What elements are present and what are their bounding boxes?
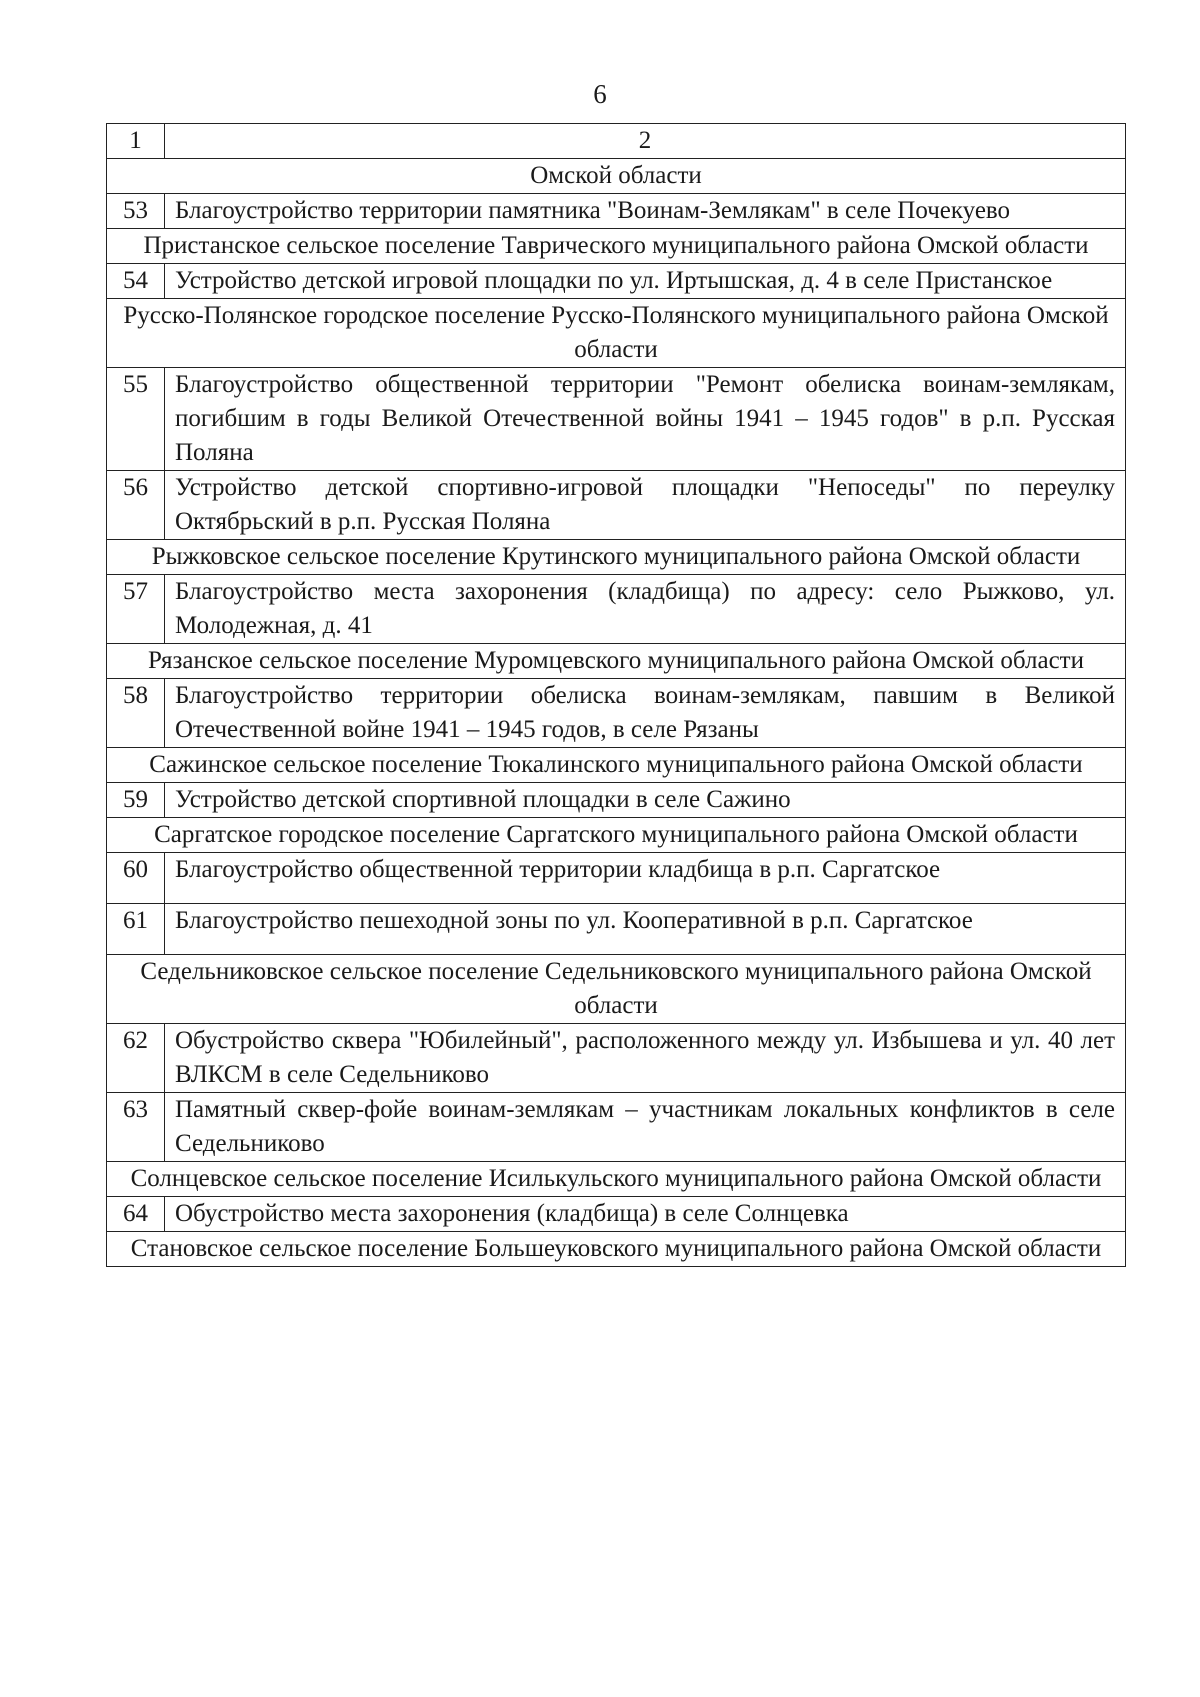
row-number: 60 [107, 853, 165, 904]
section-row [107, 1232, 1126, 1267]
section-heading: Пристанское сельское поселение Таврического муниципального района Омской области [107, 229, 1126, 264]
section-row [107, 1162, 1126, 1197]
section-heading: Русско-Полянское городское поселение Русско-Полянского муниципального района Омской области [107, 299, 1126, 368]
section-row [107, 644, 1126, 679]
row-number: 63 [107, 1093, 165, 1162]
row-description: Памятный сквер-фойе воинам-землякам – участникам локальных конфликтов в селе Седельниково [165, 1093, 1126, 1162]
row-number: 64 [107, 1197, 165, 1232]
table-row [107, 1093, 1126, 1162]
table-row [107, 853, 1126, 904]
objects-table [106, 123, 1126, 1267]
table-row [107, 904, 1126, 955]
table-row [107, 783, 1126, 818]
section-heading: Рыжковское сельское поселение Крутинского муниципального района Омской области [107, 540, 1126, 575]
section-row [107, 159, 1126, 194]
table-header-row [107, 124, 1126, 159]
section-heading: Становское сельское поселение Большеуковского муниципального района Омской области [107, 1232, 1126, 1267]
row-description: Устройство детской спортивной площадки в селе Сажино [165, 783, 1126, 818]
row-number: 54 [107, 264, 165, 299]
header-col-1: 1 [107, 124, 165, 159]
section-row [107, 299, 1126, 368]
row-description: Благоустройство территории обелиска воинам-землякам, павшим в Великой Отечественной войне 1941 – 1945 годов, в селе Рязаны [165, 679, 1126, 748]
section-heading: Рязанское сельское поселение Муромцевского муниципального района Омской области [107, 644, 1126, 679]
header-col-2: 2 [165, 124, 1126, 159]
row-description: Обустройство сквера "Юбилейный", расположенного между ул. Избышева и ул. 40 лет ВЛКСМ в селе Седельниково [165, 1024, 1126, 1093]
row-number: 57 [107, 575, 165, 644]
row-number: 62 [107, 1024, 165, 1093]
row-description: Благоустройство места захоронения (кладбища) по адресу: село Рыжково, ул. Молодежная, д. 41 [165, 575, 1126, 644]
row-number: 59 [107, 783, 165, 818]
row-number: 56 [107, 471, 165, 540]
section-row [107, 540, 1126, 575]
table-row [107, 368, 1126, 471]
table-row [107, 1197, 1126, 1232]
section-row [107, 748, 1126, 783]
row-description: Благоустройство пешеходной зоны по ул. Кооперативной в р.п. Саргатское [165, 904, 1126, 955]
section-row [107, 229, 1126, 264]
section-row [107, 818, 1126, 853]
row-description: Благоустройство общественной территории "Ремонт обелиска воинам-землякам, погибшим в годы Великой Отечественной войны 1941 – 1945 годов" в р.п. Русская Поляна [165, 368, 1126, 471]
row-description: Устройство детской игровой площадки по ул. Иртышская, д. 4 в селе Пристанское [165, 264, 1126, 299]
page-number: 6 [593, 79, 607, 109]
table-row [107, 264, 1126, 299]
section-heading: Саргатское городское поселение Саргатского муниципального района Омской области [107, 818, 1126, 853]
row-description: Благоустройство общественной территории кладбища в р.п. Саргатское [165, 853, 1126, 904]
row-description: Обустройство места захоронения (кладбища) в селе Солнцевка [165, 1197, 1126, 1232]
row-number: 58 [107, 679, 165, 748]
table-row [107, 575, 1126, 644]
section-heading: Седельниковское сельское поселение Седельниковского муниципального района Омской области [107, 955, 1126, 1024]
table-row [107, 194, 1126, 229]
row-number: 53 [107, 194, 165, 229]
row-number: 61 [107, 904, 165, 955]
table-row [107, 1024, 1126, 1093]
section-heading: Омской области [107, 159, 1126, 194]
table-row [107, 679, 1126, 748]
table-row [107, 471, 1126, 540]
section-row [107, 955, 1126, 1024]
row-number: 55 [107, 368, 165, 471]
section-heading: Сажинское сельское поселение Тюкалинского муниципального района Омской области [107, 748, 1126, 783]
section-heading: Солнцевское сельское поселение Исилькульского муниципального района Омской области [107, 1162, 1126, 1197]
row-description: Благоустройство территории памятника "Воинам-Землякам" в селе Почекуево [165, 194, 1126, 229]
row-description: Устройство детской спортивно-игровой площадки "Непоседы" по переулку Октябрьский в р.п. Русская Поляна [165, 471, 1126, 540]
